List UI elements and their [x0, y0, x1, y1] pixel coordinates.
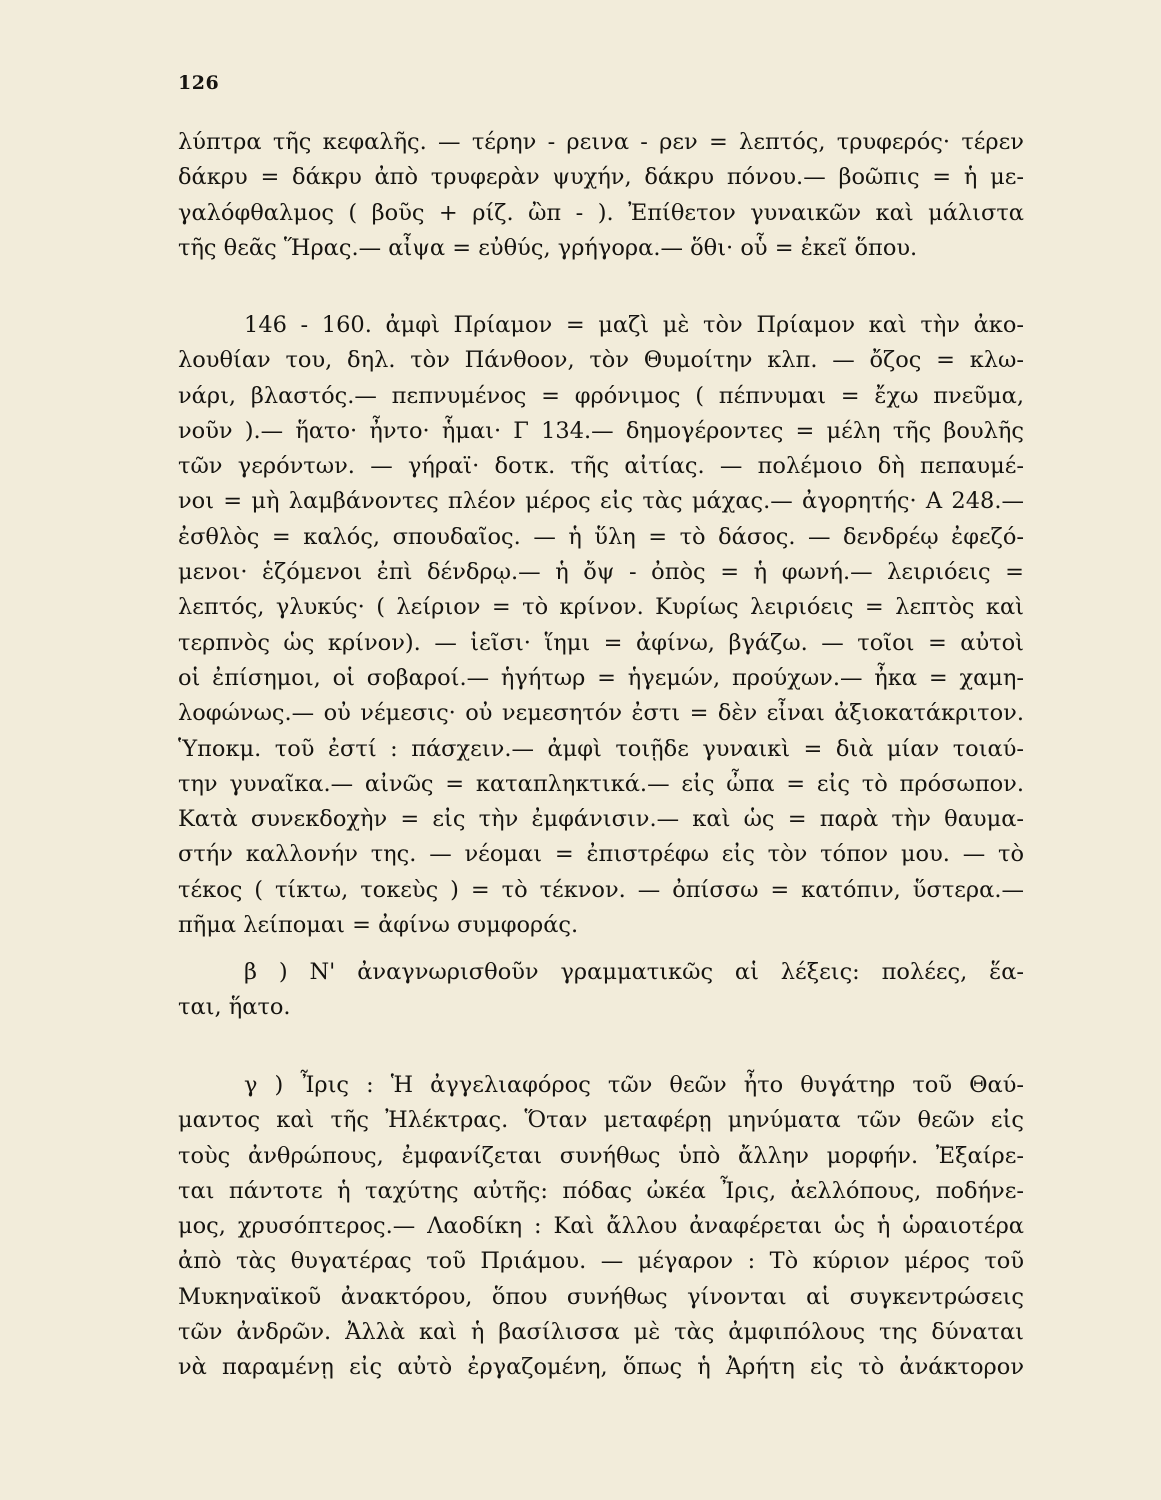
- text-line: γαλόφθαλμος ( βοῦς + ρίζ. ὢπ - ). Ἐπίθετον γυναικῶν καὶ μάλιστα: [178, 199, 1024, 226]
- text-line: β ) Ν' ἀναγνωρισθοῦν γραμματικῶς αἱ λέξεις: πολέες, ἕα-: [244, 959, 1024, 985]
- text-line: νάρι, βλαστός.— πεπνυμένος = φρόνιμος ( πέπνυμαι = ἔχω πνεῦμα,: [178, 382, 1024, 409]
- text-line: Κατὰ συνεκδοχὴν = εἰς τὴν ἐμφάνισιν.— καὶ ὡς = παρὰ τὴν θαυμα-: [178, 806, 1024, 833]
- text-line: λεπτός, γλυκύς· ( λείριον = τὸ κρίνον. Κυρίως λειριόεις = λεπτὸς καὶ: [178, 594, 1024, 621]
- text-line: πῆμα λείπομαι = ἀφίνω συμφοράς.: [178, 912, 579, 939]
- text-line: λύπτρα τῆς κεφαλῆς. — τέρην - ρεινα - ρεν = λεπτός, τρυφερός· τέρεν: [178, 129, 1024, 155]
- text-line: τοὺς ἀνθρώπους, ἐμφανίζεται συνήθως ὑπὸ ἄλλην μορφήν. Ἐξαίρε-: [178, 1142, 1024, 1169]
- text-line: τῶν γερόντων. — γήραϊ· δοτκ. τῆς αἰτίας. — πολέμοιο δὴ πεπαυμέ-: [178, 453, 1024, 480]
- paragraph-notes-146-160: [178, 308, 1024, 943]
- page-number: 126: [178, 72, 220, 94]
- text-line: Μυκηναϊκοῦ ἀνακτόρου, ὅπου συνήθως γίνονται αἱ συγκεντρώσεις: [178, 1283, 1024, 1310]
- text-line: 146 - 160. ἀμφὶ Πρίαμον = μαζὶ μὲ τὸν Πρίαμον καὶ τὴν ἀκο-: [244, 312, 1024, 338]
- text-line: γ ) Ἶρις : Ἡ ἀγγελιαφόρος τῶν θεῶν ἦτο θυγάτηρ τοῦ Θαύ-: [244, 1072, 1024, 1098]
- paragraph-notes-continued: [178, 125, 1024, 266]
- text-line: δάκρυ = δάκρυ ἀπὸ τρυφερὰν ψυχήν, δάκρυ πόνου.— βοῶπις = ἡ με-: [178, 164, 1024, 191]
- text-line: νοῦν ).— ἥατο· ἦντο· ἧμαι· Γ 134.— δημογέροντες = μέλη τῆς βουλῆς: [178, 417, 1024, 444]
- text-line: νὰ παραμένῃ εἰς αὐτὸ ἐργαζομένη, ὅπως ἡ Ἀρήτη εἰς τὸ ἀνάκτορον: [178, 1354, 1024, 1381]
- text-line: νοι = μὴ λαμβάνοντες πλέον μέρος εἰς τὰς μάχας.— ἀγορητής· Α 248.—: [178, 488, 1024, 515]
- text-line: οἱ ἐπίσημοι, οἱ σοβαροί.— ἡγήτωρ = ἡγεμών, προύχων.— ἦκα = χαμη-: [178, 664, 1024, 691]
- text-line: μενοι· ἑζόμενοι ἐπὶ δένδρῳ.— ἡ ὄψ - ὀπὸς = ἡ φωνή.— λειριόεις =: [178, 559, 1024, 586]
- text-line: ται, ἥατο.: [178, 994, 291, 1021]
- paragraph-exercise-c: [178, 1068, 1024, 1386]
- text-line: ται πάντοτε ἡ ταχύτης αὐτῆς: πόδας ὠκέα Ἶρις, ἀελλόπους, ποδήνε-: [178, 1177, 1024, 1204]
- text-line: τέκος ( τίκτω, τοκεὺς ) = τὸ τέκνον. — ὀπίσσω = κατόπιν, ὕστερα.—: [178, 876, 1024, 903]
- text-line: λοφώνως.— οὐ νέμεσις· οὐ νεμεσητόν ἐστι = δὲν εἶναι ἀξιοκατάκριτον.: [178, 700, 1024, 727]
- text-line: λουθίαν του, δηλ. τὸν Πάνθοον, τὸν Θυμοίτην κλπ. — ὄζος = κλω-: [178, 347, 1024, 374]
- text-line: την γυναῖκα.— αἰνῶς = καταπληκτικά.— εἰς ὦπα = εἰς τὸ πρόσωπον.: [178, 770, 1024, 797]
- text-line: τερπνὸς ὡς κρίνον). — ἱεῖσι· ἵημι = ἀφίνω, βγάζω. — τοῖοι = αὐτοὶ: [178, 629, 1024, 656]
- text-line: μαντος καὶ τῆς Ἠλέκτρας. Ὅταν μεταφέρῃ μηνύματα τῶν θεῶν εἰς: [178, 1107, 1024, 1134]
- text-line: μος, χρυσόπτερος.— Λαοδίκη : Καὶ ἄλλου ἀναφέρεται ὡς ἡ ὡραιοτέρα: [178, 1213, 1024, 1240]
- text-line: στήν καλλονήν της. — νέομαι = ἐπιστρέφω εἰς τὸν τόπον μου. — τὸ: [178, 841, 1024, 868]
- text-line: τῶν ἀνδρῶν. Ἀλλὰ καὶ ἡ βασίλισσα μὲ τὰς ἀμφιπόλους της δύναται: [178, 1319, 1024, 1346]
- text-line: τῆς θεᾶς Ἥρας.— αἶψα = εὐθύς, γρήγορα.— ὅθι· οὗ = ἐκεῖ ὅπου.: [178, 234, 918, 261]
- text-line: ἐσθλὸς = καλός, σπουδαῖος. — ἡ ὕλη = τὸ δάσος. — δενδρέῳ ἐφεζό-: [178, 523, 1024, 550]
- paragraph-exercise-b: [178, 955, 1024, 1026]
- text-line: Ὑποκμ. τοῦ ἐστί : πάσχειν.— ἀμφὶ τοιῇδε γυναικὶ = διὰ μίαν τοιαύ-: [178, 735, 1024, 762]
- text-line: ἀπὸ τὰς θυγατέρας τοῦ Πριάμου. — μέγαρον : Τὸ κύριον μέρος τοῦ: [178, 1248, 1024, 1275]
